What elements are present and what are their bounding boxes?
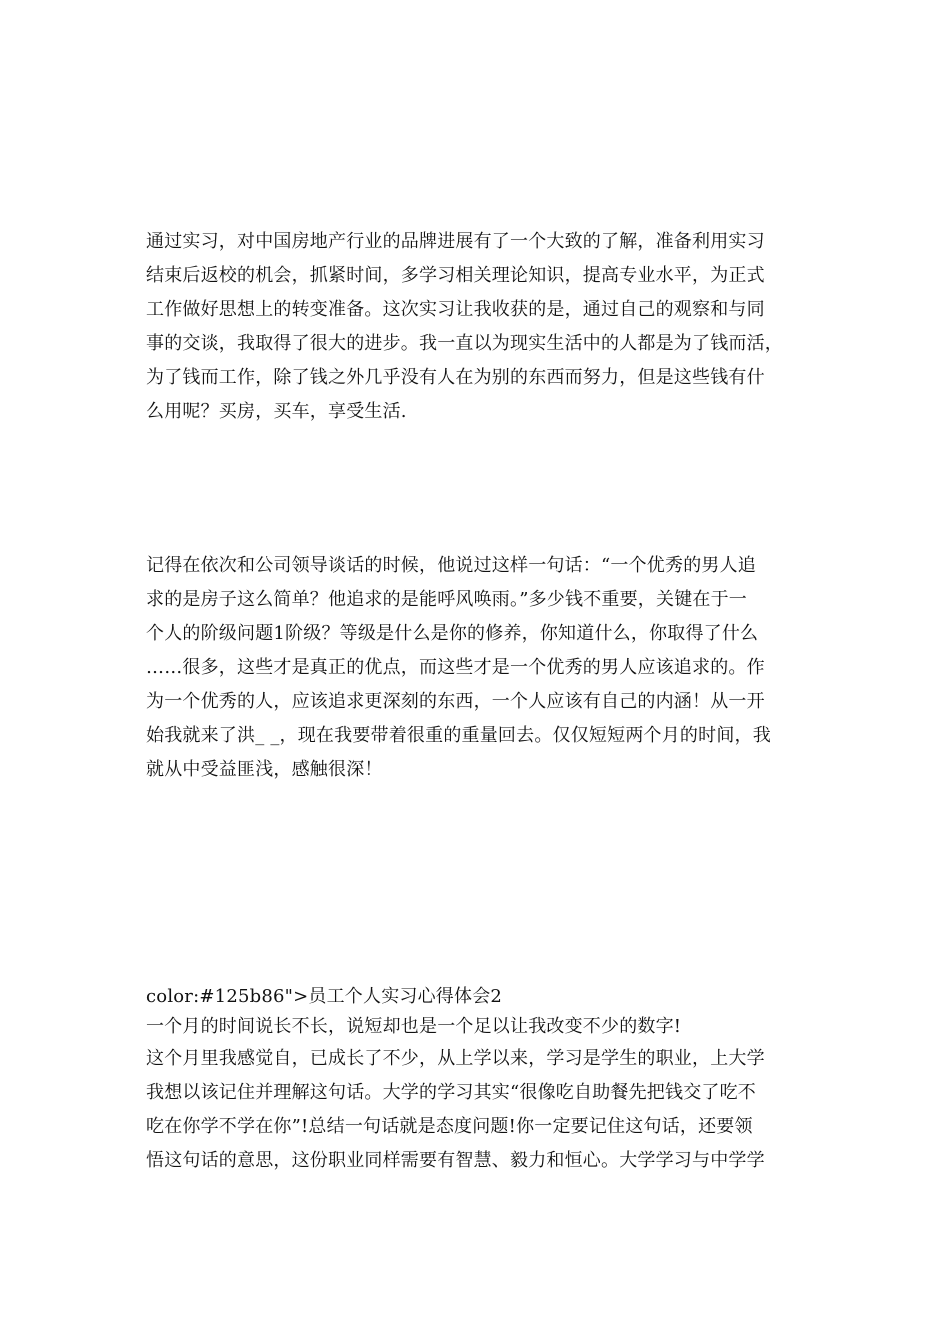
- text-line: 为一个优秀的人，应该追求更深刻的东西，一个人应该有自己的内涵！从一开: [146, 691, 765, 712]
- paragraph-experience-2: [146, 982, 816, 1178]
- text-line: 工作做好思想上的转变准备。这次实习让我收获的是，通过自己的观察和与同: [146, 299, 765, 320]
- text-line: 这个月里我感觉自，已成长了不少，从上学以来，学习是学生的职业，上大学: [146, 1048, 765, 1069]
- text-line: 我想以该记住并理解这句话。大学的学习其实“很像吃自助餐先把钱交了吃不: [146, 1082, 756, 1103]
- text-line: 始我就来了洪_ _，现在我要带着很重的重量回去。仅仅短短两个月的时间，我: [146, 725, 771, 746]
- paragraph-leader-conversation: [146, 549, 816, 787]
- text-line: 一个月的时间说长不长，说短却也是一个足以让我改变不少的数字!: [146, 1016, 682, 1037]
- section-heading: color:#125b86">员工个人实习心得体会2: [146, 986, 503, 1007]
- text-line: 悟这句话的意思，这份职业同样需要有智慧、毅力和恒心。大学学习与中学学: [146, 1150, 765, 1171]
- text-line: 事的交谈，我取得了很大的进步。我一直以为现实生活中的人都是为了钱而活，: [146, 333, 783, 354]
- text-line: 就从中受益匪浅，感触很深！: [146, 759, 383, 780]
- text-line: 么用呢？买房，买车，享受生活.: [146, 401, 407, 422]
- text-line: 通过实习，对中国房地产行业的品牌进展有了一个大致的了解，准备利用实习: [146, 231, 765, 252]
- text-line: 吃在你学不学在你”!总结一句话就是态度问题!你一定要记住这句话，还要领: [146, 1116, 753, 1137]
- text-line: 为了钱而工作，除了钱之外几乎没有人在为别的东西而努力，但是这些钱有什: [146, 367, 765, 388]
- text-line: 结束后返校的机会，抓紧时间，多学习相关理论知识，提高专业水平，为正式: [146, 265, 765, 286]
- text-line: 个人的阶级问题1阶级？等级是什么是你的修养，你知道什么，你取得了什么: [146, 623, 759, 644]
- text-line: 求的是房子这么简单？他追求的是能呼风唤雨。”多少钱不重要，关键在于一: [146, 589, 747, 610]
- paragraph-internship-summary: [146, 225, 816, 429]
- text-line: 记得在依次和公司领导谈话的时候，他说过这样一句话：“一个优秀的男人追: [146, 555, 756, 576]
- text-line: ……很多，这些才是真正的优点，而这些才是一个优秀的男人应该追求的。作: [146, 657, 765, 678]
